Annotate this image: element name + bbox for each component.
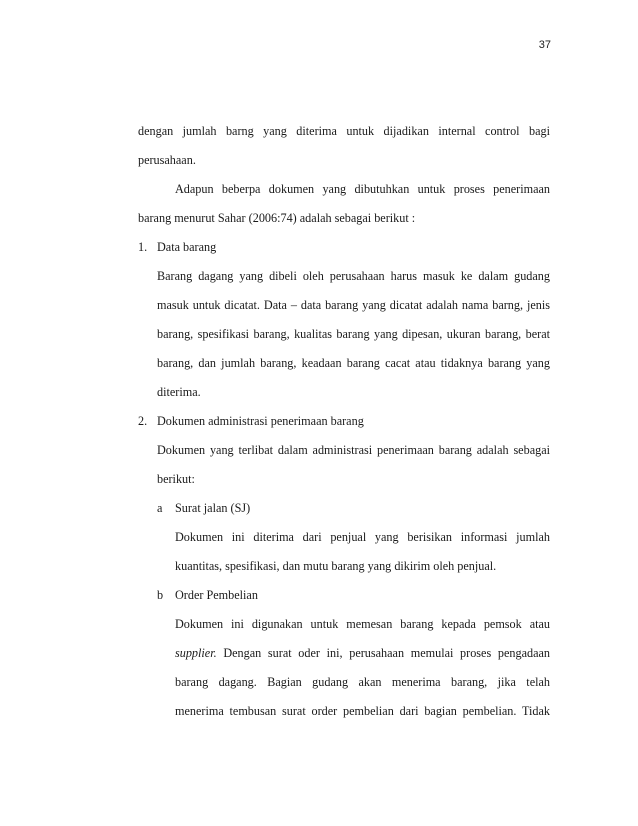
- sublist-item-letter: a: [157, 501, 163, 515]
- item1-line-1: Barang dagang yang dibeli oleh perusahaan harus masuk ke dalam gudang: [157, 269, 550, 283]
- sublist-item-title: Order Pembelian: [175, 588, 258, 602]
- item1-line-3: barang, spesifikasi barang, kualitas barang yang dipesan, ukuran barang, berat: [157, 327, 550, 341]
- list-item-heading: [138, 233, 550, 262]
- intro-line-1: dengan jumlah barng yang diterima untuk dijadikan internal control bagi: [138, 124, 550, 138]
- supplier-term: supplier.: [175, 646, 217, 660]
- subb-line-2: [138, 639, 550, 668]
- subb-line-4: menerima tembusan surat order pembelian dari bagian pembelian. Tidak: [175, 704, 550, 718]
- list-item-number: 1.: [138, 240, 148, 254]
- item1-line-2: masuk untuk dicatat. Data – data barang yang dicatat adalah nama barng, jenis: [157, 298, 550, 312]
- para2-line-1: Adapun beberpa dokumen yang dibutuhkan untuk proses penerimaan: [175, 182, 550, 196]
- list-item-number: 2.: [138, 414, 148, 428]
- subb-line-1: Dokumen ini digunakan untuk memesan barang kepada pemsok atau: [175, 617, 550, 631]
- suba-line-1: Dokumen ini diterima dari penjual yang berisikan informasi jumlah: [175, 530, 550, 544]
- intro-line-2: perusahaan.: [138, 153, 196, 167]
- suba-line-2: kuantitas, spesifikasi, dan mutu barang yang dikirim oleh penjual.: [175, 559, 497, 573]
- item2-line-1: Dokumen yang terlibat dalam administrasi penerimaan barang adalah sebagai: [157, 443, 550, 457]
- sublist-item-letter: b: [157, 588, 164, 602]
- page-number: 37: [538, 39, 551, 51]
- item1-line-4: barang, dan jumlah barang, keadaan barang cacat atau tidaknya barang yang: [157, 356, 550, 370]
- list-item-title: Data barang: [157, 240, 217, 254]
- item1-line-5: diterima.: [157, 385, 201, 399]
- sublist-item-title: Surat jalan (SJ): [175, 501, 251, 515]
- item2-line-2: berikut:: [157, 472, 195, 486]
- subb-line-3: barang dagang. Bagian gudang akan menerima barang, jika telah: [175, 675, 550, 689]
- sublist-item-heading: [138, 494, 550, 523]
- para2-line-2: barang menurut Sahar (2006:74) adalah sebagai berikut :: [138, 211, 416, 225]
- document-body: [138, 117, 550, 726]
- sublist-item-heading: [138, 581, 550, 610]
- subb-line-2-rest: Dengan surat oder ini, perusahaan memulai proses pengadaan: [216, 646, 550, 660]
- list-item-heading: [138, 407, 550, 436]
- list-item-title: Dokumen administrasi penerimaan barang: [157, 414, 364, 428]
